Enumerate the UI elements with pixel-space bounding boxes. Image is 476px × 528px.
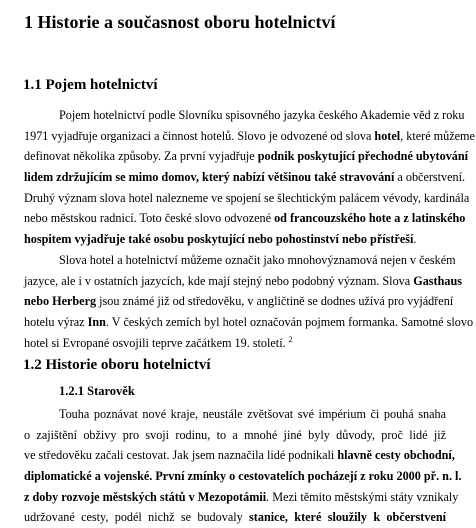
subsection-heading-1-2-1: 1.2.1 Starověk [59,384,135,398]
paragraph-pojem-2 [24,250,474,353]
text-line: 1971 vyjadřuje organizaci a činnost hotelů. Slovo je odvozené od slova hotel, které můžeme [24,128,475,143]
text-line: Slova hotel a hotelnictví můžeme označit jako mnohovýznamová nejen v českém [59,253,456,267]
text-line: nebo městskou radnicí. Toto české slovo odvozené od francouzského hote a z latinského [24,211,466,226]
text-line: z doby rozvoje městských států v Mezopotámii. Mezi těmito městskými státy vznikaly [24,489,459,504]
section-heading-1-2: 1.2 Historie oboru hotelnictví [23,357,211,373]
footnote-marker: 2 [288,334,293,344]
text-line: hotelu výraz Inn. V českých zemích byl hotel označován pojmem formanka. Samotné slovo [24,315,474,330]
text-line: Pojem hotelnictví podle Slovníku spisovného jazyka českého Akademie věd z roku [59,108,465,122]
text-line: ve středověku začali cestovat. Jak jsem naznačila lidé podnikali hlavně cesty obchodní, [24,448,455,463]
paragraph-starovek [24,404,462,528]
section-heading-1-1: 1.1 Pojem hotelnictví [23,77,158,93]
text-line: definovat několika způsoby. Za první vyjadřuje podnik poskytující přechodné ubytování [24,149,469,164]
text-line: lidem zdržujícím se mimo domov, který nabízí většinou také stravování a občerstvení. [24,170,466,185]
text-line: hospitem vyjadřuje také osobu poskytující nebo pohostinství nebo přístřeší. [24,232,417,247]
chapter-heading: 1 Historie a současnost oboru hotelnictví [24,12,336,32]
text-line: udržované cesty, podél nichž se budovaly stanice, které sloužily k občerstvení [24,510,446,525]
text-line: nebo Herberg jsou známé již od středověku, v angličtině se dodnes užívá pro vyjádření [24,294,454,309]
text-line: Touha poznávat nové kraje, neustále zvětšovat své impérium či pouhá snaha [59,407,446,421]
text-line: jazyce, ale i v ostatních jazycích, kde mají stejný nebo podobný význam. Slova Gasthaus [24,273,462,288]
text-line: diplomatické a vojenské. První zmínky o cestovatelích pocházejí z roku 2000 př. n. l. [24,469,462,484]
paragraph-pojem-1 [24,105,475,250]
text-line: hotel si Evropané osvojili teprve začátkem 19. století. $^2$ [24,334,293,350]
text-line: Druhý význam slova hotel nalezneme ve spojení se šlechtickým palácem vévody, kardinála [24,190,470,205]
text-line: o zajištění obživy pro svoji rodinu, to a mnohé jiné byly důvody, proč lidé již [24,427,446,442]
